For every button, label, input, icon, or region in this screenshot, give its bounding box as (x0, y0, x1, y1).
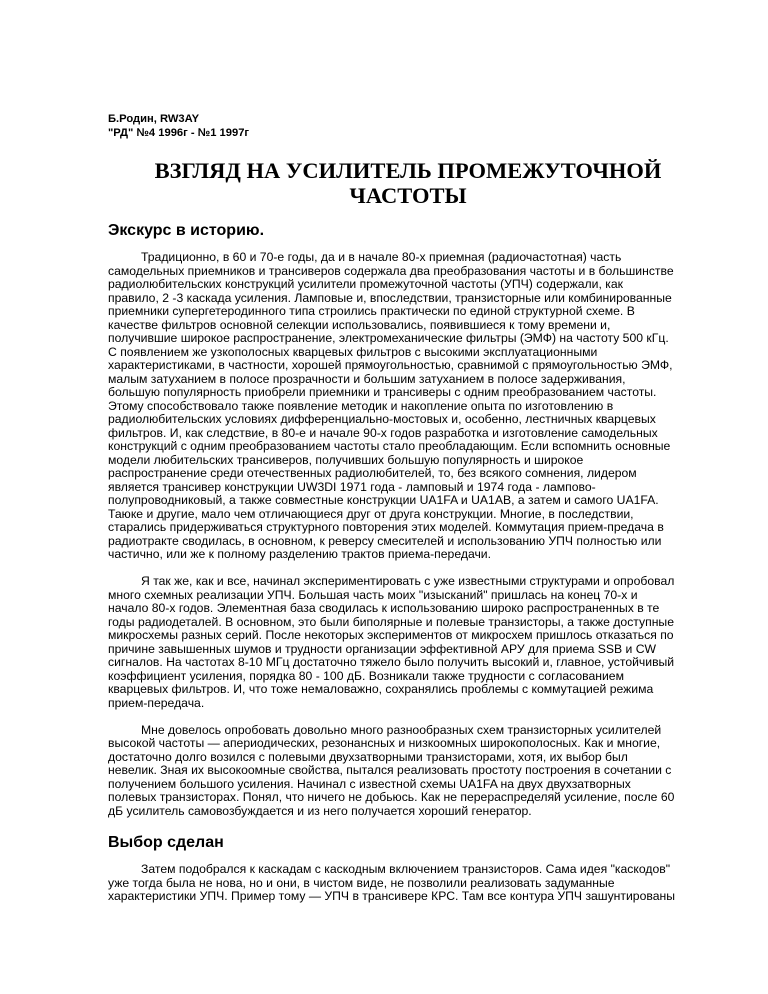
text-line: радиолюбительских конструкций усилители промежуточной частоты (УПЧ) содержали, как (108, 277, 623, 291)
title-line-1: ВЗГЛЯД НА УСИЛИТЕЛЬ ПРОМЕЖУТОЧНОЙ (154, 158, 662, 183)
byline-source: "РД" №4 1996г - №1 1997г (108, 126, 250, 139)
text-line: радиолюбительских условиях дифференциально-мостовых и, особенно, лестничных кварцевых (108, 412, 656, 426)
text-line: коэффициент усиления, порядка 80 - 100 дБ. Возникали также трудности с согласованием (108, 668, 624, 683)
paragraph-choice-1 (108, 863, 708, 904)
text-line: распространение среди отечественных радиолюбителей, то, без всякого сомнения, лидером (108, 466, 637, 480)
text-line: старались придерживаться структурного повторения этих моделей. Коммутация прием-предача в (108, 520, 664, 534)
text-line: правило, 2 -3 каскада усиления. Ламповые и, впоследствии, транзисторные или комбинированные (108, 290, 672, 305)
text-line: высокой частоты — апериодических, резонансных и низкоомных широкополосных. Как и многие, (108, 736, 661, 750)
document-page (108, 113, 708, 904)
text-line: уже тогда была не нова, но и они, в чистом виде, не позволили реализовать задуманные (108, 875, 615, 890)
text-line: Таюке и другие, мало чем отличающиеся друг от друга конструкции. Многие, в последствии, (108, 506, 634, 521)
text-line: Мне довелось опробовать довольно много разнообразных схем транзисторных усилителей (141, 722, 662, 737)
text-line: получившие широкое распространение, электромеханические фильтры (ЭМФ) на частоту 500 кГц. (108, 331, 669, 345)
text-line: начало 80-х годов. Элементная база сводилась к использованию широко распространенных в те (108, 601, 660, 615)
text-line: самодельных приемников и трансиверов содержала два преобразования частоты и в большинстве (108, 263, 674, 278)
text-line: частично, или же к полному разделению трактов приема-передачи. (108, 547, 491, 561)
text-line: дБ усилитель самовозбуждается и из него получается хороший генератор. (108, 803, 532, 818)
text-line: полевых транзисторах. Понял, что ничего не добьюсь. Как не перераспределяй усиление, после 60 (108, 790, 675, 804)
paragraph-history-3 (108, 724, 708, 819)
article-title (108, 158, 708, 208)
text-line: сигналов. На частотах 8-10 МГц достаточно тяжело было получить высокий и, главное, устойчивый (108, 655, 675, 669)
text-line: характеристики УПЧ. Пример тому — УПЧ в трансивере КРС. Там все контура УПЧ зашунтированы (108, 889, 675, 903)
text-line: невелик. Зная их высокоомные свойства, пытался реализовать простоту построения в сочетании с (108, 763, 672, 777)
text-line: годы радиодеталей. В основном, это были биполярные и полевые транзисторы, а также доступные (108, 614, 674, 629)
text-line: причине завышенных шумов и трудности организации эффективной АРУ для приема SSB и CW (108, 641, 657, 656)
text-line: характеристиками, в частности, хорошей прямоугольностью, сравнимой с прямоугольностью ЭМФ, (108, 358, 673, 372)
text-line: прием-передача. (108, 695, 205, 710)
section-heading-history: Экскурс в историю. (108, 222, 265, 239)
paragraph-history-1 (108, 251, 708, 562)
text-line: получением большого усиления. Начинал с известной схемы UA1FA на двух двухзатворных (108, 776, 631, 791)
text-line: С появлением же узкополосных кварцевых фильтров с высокими эксплуатационными (108, 344, 598, 359)
text-line: Я так же, как и все, начинал экспериментировать с уже известными структурами и опробовал (141, 574, 675, 588)
text-line: достаточно долго возился с полевыми двухзатворными транзисторами, хотя, их выбор был (108, 749, 628, 764)
text-line: фильтров. И, как следствие, в 80-е и начале 90-х годов разработка и изготовление самодельных (108, 425, 658, 440)
section-heading-choice: Выбор сделан (108, 834, 224, 851)
text-line: конструкций с одним преобразованием частоты стало преобладающим. Если вспомнить основные (108, 439, 671, 453)
text-line: Этому способствовало также появление методик и накопление опыта по изготовлению в (108, 398, 614, 413)
text-line: Традиционно, в 60 и 70-е годы, да и в начале 80-х приемная (радиочастотная) часть (141, 250, 622, 264)
text-line: приемники супергетеродинного типа строились практически по единой структурной схеме. В (108, 304, 635, 318)
text-line: малым затуханием в полосе прозрачности и большим затуханием в полосе задерживания, (108, 371, 626, 386)
text-line: много схемных реализации УПЧ. Большая часть моих "изысканий" пришлась на конец 70-х и (108, 587, 638, 602)
title-line-2: ЧАСТОТЫ (349, 183, 467, 208)
text-line: радиотракте сводилась, в основном, к реверсу смесителей и использованию УПЧ полностью или (108, 533, 662, 548)
byline-author: Б.Родин, RW3AY (108, 113, 200, 125)
text-line: микросхемы разных серий. После некоторых экспериментов от микросхем пришлось отказаться по (108, 628, 674, 642)
text-line: является трансивер конструкции UW3DI 1971 года - ламповый и 1974 года - лампово- (108, 479, 596, 494)
text-line: качестве фильтров основной селекции использовались, появившиеся к тому времени и, (108, 317, 611, 332)
text-line: модели любительских трансиверов, получивших большую популярность и широкое (108, 452, 584, 467)
paragraph-history-2 (108, 575, 708, 710)
text-line: Затем подобрался к каскадам с каскодным включением транзисторов. Сама идея "каскодов" (141, 862, 671, 876)
text-line: большую популярность приобрели приемники и трансиверы с одним преобразованием частоты. (108, 385, 657, 399)
text-line: кварцевых фильтров. И, что тоже немаловажно, сохранялись проблемы с коммутацией режима (108, 682, 654, 696)
text-line: полупроводниковый, а также совместные конструкции UA1FA и UA1AB, а затем и самого UA1FA. (108, 493, 659, 507)
